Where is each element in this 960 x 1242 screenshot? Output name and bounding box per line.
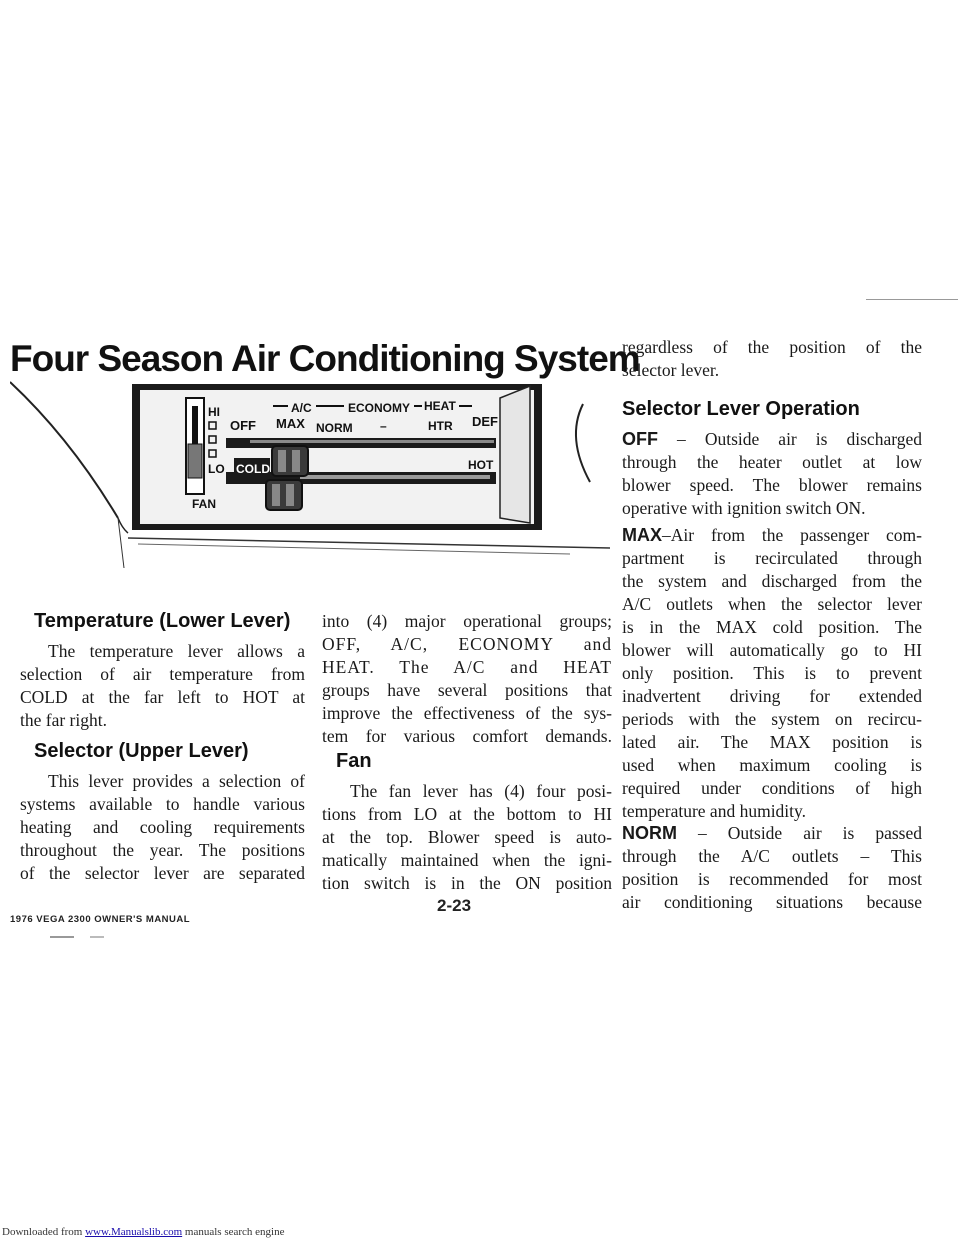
fan-hi-label: HI [208, 405, 220, 419]
selector-paragraph [20, 770, 305, 885]
norm-paragraph [622, 822, 922, 914]
def-label: DEF [472, 414, 498, 429]
hot-label: HOT [468, 458, 494, 472]
selector-lever-knob [272, 446, 308, 476]
text-line: throughout the year. The positions [20, 840, 305, 860]
regardless-paragraph [622, 336, 922, 382]
page-title: Four Season Air Conditioning System [10, 338, 640, 379]
economy-group-label: ECONOMY [348, 401, 411, 415]
selector-heading: Selector (Upper Lever) [34, 740, 249, 762]
off-term: OFF [622, 429, 658, 449]
fan-heading: Fan [336, 750, 372, 772]
text-line: through the heater outlet at low [622, 452, 922, 472]
top-rule [866, 299, 958, 300]
text-line: periods with the system on recircu- [622, 709, 922, 729]
text-line: selection of air temperature from [20, 664, 305, 684]
off-paragraph [622, 428, 922, 520]
text-line: the system and discharged from the [622, 571, 922, 591]
temperature-paragraph [20, 640, 305, 732]
temperature-lever-knob [266, 480, 302, 510]
norm-term: NORM [622, 823, 677, 843]
banner-prefix: Downloaded from [2, 1226, 86, 1238]
fan-label: FAN [192, 497, 216, 511]
cold-label: COLD [236, 462, 270, 476]
text-line: OFF, A/C, ECONOMY and [322, 634, 612, 654]
scan-smudge [50, 934, 160, 940]
text-line: at the top. Blower speed is auto- [322, 827, 612, 847]
fan-lo-label: LO [208, 462, 225, 476]
temperature-heading: Temperature (Lower Lever) [34, 610, 291, 632]
max-line-text: –Air from the passenger com- [662, 525, 922, 545]
text-line: inadvertent driving for extended [622, 686, 922, 706]
text-line: the far right. [20, 710, 107, 730]
text-line: selector lever. [622, 360, 720, 380]
text-line: HEAT. The A/C and HEAT [322, 657, 612, 677]
text-line [622, 822, 922, 845]
manualslib-link[interactable]: www.Manualslib.com [85, 1226, 183, 1238]
max-term: MAX [622, 525, 662, 545]
selector-operation-heading: Selector Lever Operation [622, 398, 860, 420]
text-line: This lever provides a selection of [48, 771, 305, 791]
max-paragraph [622, 524, 922, 823]
text-line: blower will automatically go to HI [622, 640, 922, 660]
norm-label: NORM [316, 421, 353, 435]
text-line: The temperature lever allows a [48, 641, 305, 661]
control-panel-illustration [10, 378, 610, 568]
text-line: blower speed. The blower remains [622, 475, 922, 495]
text-line: systems available to handle various [20, 794, 305, 814]
heat-group-label: HEAT [424, 399, 456, 413]
manual-footer-label: 1976 VEGA 2300 OWNER'S MANUAL [10, 914, 191, 925]
text-line: temperature and humidity. [622, 801, 807, 821]
text-line: A/C outlets when the selector lever [622, 594, 922, 614]
max-label: MAX [276, 416, 305, 431]
text-line: tions from LO at the bottom to HI [322, 804, 612, 824]
text-line: partment is recirculated through [622, 548, 922, 568]
norm-line-text: – Outside air is passed [677, 823, 922, 843]
text-line: air conditioning situations because [622, 892, 922, 912]
text-line: of the selector lever are separated [20, 863, 305, 883]
text-line: through the A/C outlets – This [622, 846, 922, 866]
banner-suffix: manuals search engine [182, 1226, 285, 1238]
text-line: tion switch is in the ON position [322, 873, 612, 893]
text-line: improve the effectiveness of the sys- [322, 703, 612, 723]
text-line: groups have several positions that [322, 680, 612, 700]
text-line: is in the MAX cold position. The [622, 617, 922, 637]
text-line: matically maintained when the igni- [322, 850, 612, 870]
off-line-text: – Outside air is discharged [658, 429, 922, 449]
htr-label: HTR [428, 419, 453, 433]
text-line [622, 428, 922, 451]
ac-group-label: A/C [291, 401, 312, 415]
fan-paragraph [322, 780, 612, 895]
text-line: heating and cooling requirements [20, 817, 305, 837]
text-line: regardless of the position of the [622, 337, 922, 357]
text-line: operative with ignition switch ON. [622, 498, 866, 518]
page-number: 2-23 [437, 896, 472, 915]
off-label: OFF [230, 418, 256, 433]
text-line: only position. This is to prevent [622, 663, 922, 683]
text-line: The fan lever has (4) four posi- [350, 781, 612, 801]
text-line: COLD at the far left to HOT at [20, 687, 305, 707]
text-line [622, 524, 922, 547]
dash-label: – [380, 419, 387, 433]
text-line: lated air. The MAX position is [622, 732, 922, 752]
text-line: into (4) major operational groups; [322, 611, 612, 631]
groups-paragraph [322, 610, 612, 748]
text-line: required under conditions of high [622, 778, 922, 798]
text-line: tem for various comfort demands. [322, 726, 612, 746]
text-line: position is recommended for most [622, 869, 922, 889]
text-line: used when maximum cooling is [622, 755, 922, 775]
download-banner [2, 1226, 284, 1238]
